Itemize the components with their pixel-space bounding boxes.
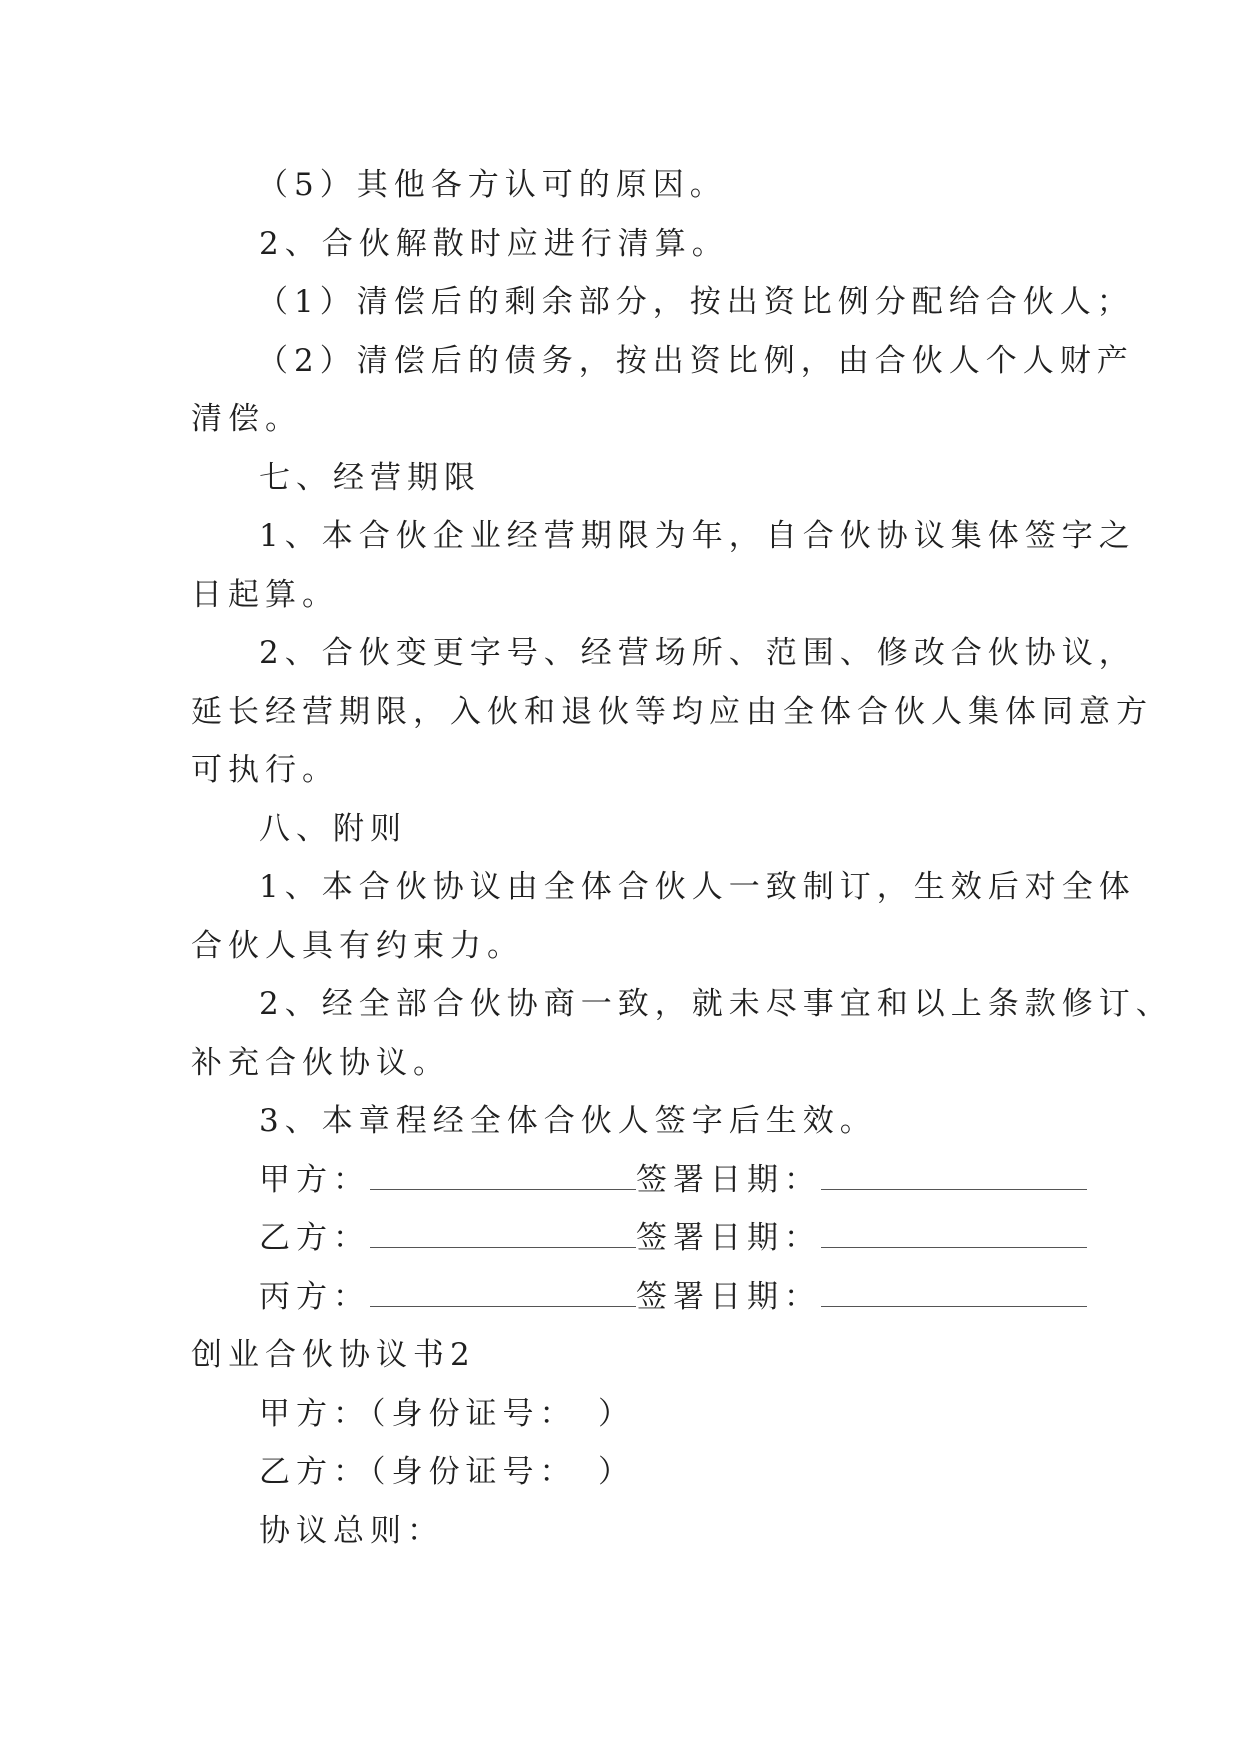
signature-row-party-b (191, 1209, 1071, 1268)
paragraph-line: 甲方：（身份证号： ） (259, 1395, 635, 1432)
paragraph-line: 清偿。 (191, 401, 302, 437)
date-label: 签署日期： (636, 1278, 821, 1315)
paragraph-line: 补充合伙协议。 (191, 1044, 450, 1081)
signature-row-party-c (191, 1268, 1071, 1327)
paragraph-line: （2）清偿后的债务，按出资比例，由合伙人个人财产 (257, 342, 1134, 379)
paragraph-line: 3、本章程经全体合伙人签字后生效。 (259, 1103, 877, 1139)
paragraph-line: 合伙人具有约束力。 (191, 927, 524, 964)
section-heading: 协议总则： (259, 1512, 444, 1549)
signature-blank (370, 1213, 636, 1248)
date-blank (821, 1272, 1087, 1307)
paragraph-line: 乙方：（身份证号： ） (259, 1454, 635, 1490)
section-heading: 七、经营期限 (259, 459, 481, 496)
section-heading: 八、附则 (259, 810, 407, 847)
party-label: 甲方： (259, 1161, 370, 1198)
paragraph-line: 2、合伙解散时应进行清算。 (259, 225, 729, 262)
paragraph-line: （1）清偿后的剩余部分，按出资比例分配给合伙人； (257, 284, 1134, 320)
date-blank (821, 1155, 1087, 1190)
date-label: 签署日期： (636, 1220, 821, 1256)
paragraph-line: 1、本合伙协议由全体合伙人一致制订，生效后对全体 (259, 869, 1136, 905)
paragraph-line: （5）其他各方认可的原因。 (257, 167, 727, 203)
date-blank (821, 1213, 1087, 1248)
document-body (191, 156, 1173, 1560)
signature-blank (370, 1155, 636, 1190)
signature-blank (370, 1272, 636, 1307)
signature-row-party-a (191, 1151, 1071, 1210)
paragraph-line: 日起算。 (191, 576, 339, 613)
party-label: 丙方： (259, 1278, 370, 1315)
document-title: 创业合伙协议书2 (191, 1337, 476, 1373)
paragraph-line: 延长经营期限，入伙和退伙等均应由全体合伙人集体同意方 (191, 693, 1153, 730)
date-label: 签署日期： (636, 1161, 821, 1198)
paragraph-line: 2、经全部合伙协商一致，就未尽事宜和以上条款修订、 (259, 986, 1173, 1022)
paragraph-line: 1、本合伙企业经营期限为年，自合伙协议集体签字之 (259, 518, 1136, 554)
paragraph-line: 可执行。 (191, 752, 339, 788)
paragraph-line: 2、合伙变更字号、经营场所、范围、修改合伙协议， (259, 635, 1136, 671)
party-label: 乙方： (259, 1220, 370, 1256)
